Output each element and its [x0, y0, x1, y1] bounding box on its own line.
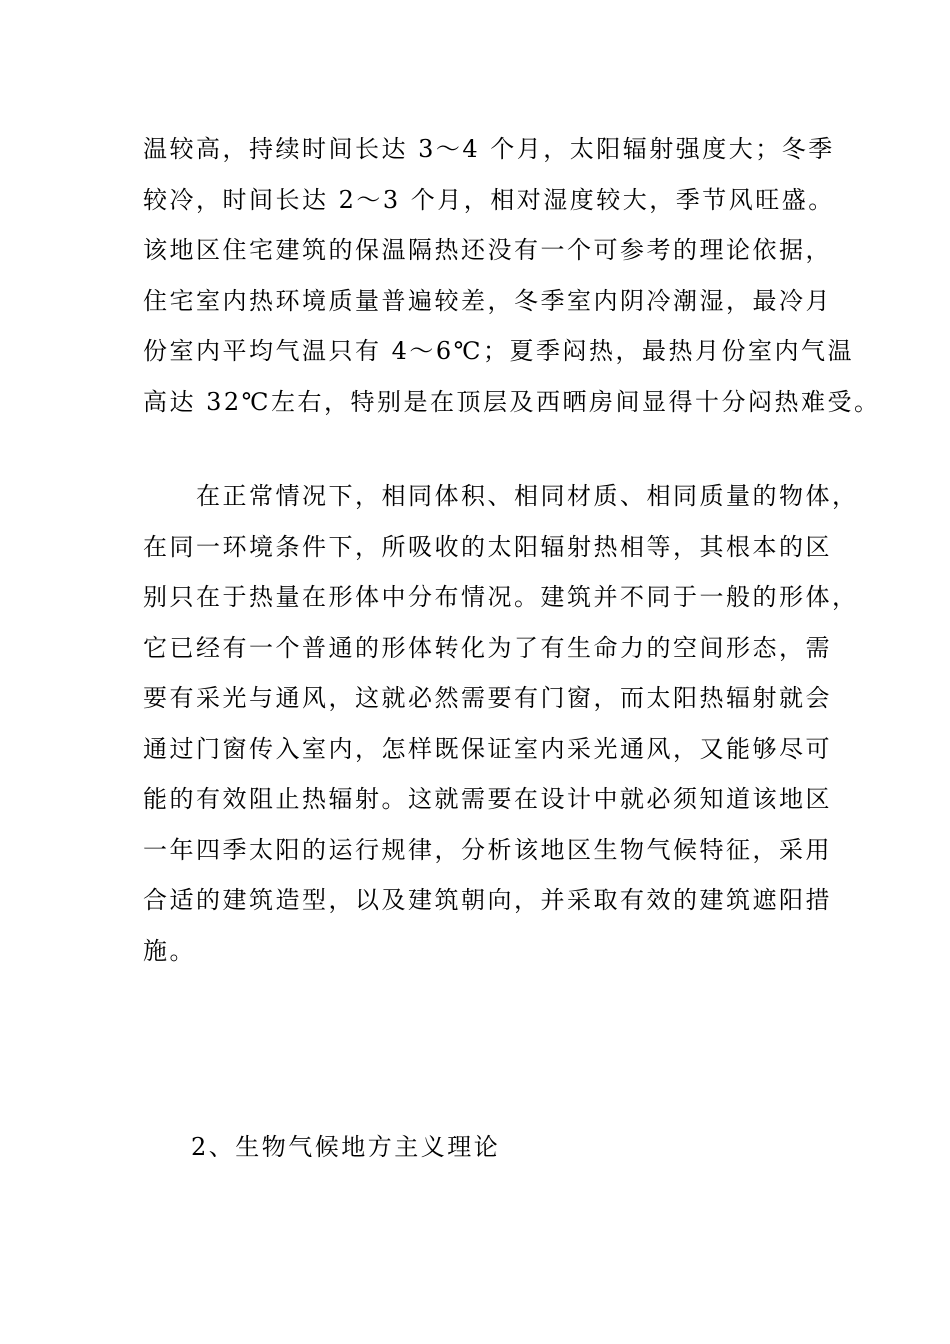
- paragraph-line: 住宅室内热环境质量普遍较差，冬季室内阴冷潮湿，最冷月: [143, 286, 832, 315]
- paragraph-line: 通过门窗传入室内，怎样既保证室内采光通风，又能够尽可: [143, 734, 832, 763]
- paragraph-line: 份室内平均气温只有 4～6℃；夏季闷热，最热月份室内气温: [143, 337, 855, 365]
- paragraph-line: 高达 32℃左右，特别是在顶层及西晒房间显得十分闷热难受。: [143, 387, 881, 416]
- paragraph-line: 它已经有一个普通的形体转化为了有生命力的空间形态，需: [143, 633, 832, 662]
- paragraph-line: 别只在于热量在形体中分布情况。建筑并不同于一般的形体，: [143, 583, 859, 611]
- paragraph-line: 一年四季太阳的运行规律，分析该地区生物气候特征，采用: [143, 835, 832, 864]
- paragraph-line: 在同一环境条件下，所吸收的太阳辐射热相等，其根本的区: [143, 532, 832, 561]
- paragraph-line: 施。: [143, 936, 196, 965]
- paragraph-line: 温较高，持续时间长达 3～4 个月，太阳辐射强度大；冬季: [143, 135, 835, 163]
- paragraph-line: 能的有效阻止热辐射。这就需要在设计中就必须知道该地区: [143, 785, 832, 813]
- body-paragraph-solar-radiation: [143, 471, 859, 976]
- paragraph-line: 较冷，时间长达 2～3 个月，相对湿度较大，季节风旺盛。: [143, 185, 835, 214]
- paragraph-line: 该地区住宅建筑的保温隔热还没有一个可参考的理论依据，: [143, 236, 832, 264]
- paragraph-line: 在正常情况下，相同体积、相同材质、相同质量的物体，: [143, 482, 859, 510]
- paragraph-line: 合适的建筑造型，以及建筑朝向，并采取有效的建筑遮阳措: [143, 886, 832, 914]
- section-heading: 2、生物气候地方主义理论: [191, 1133, 501, 1161]
- body-paragraph-climate: [143, 124, 881, 427]
- paragraph-line: 要有采光与通风，这就必然需要有门窗，而太阳热辐射就会: [143, 684, 832, 712]
